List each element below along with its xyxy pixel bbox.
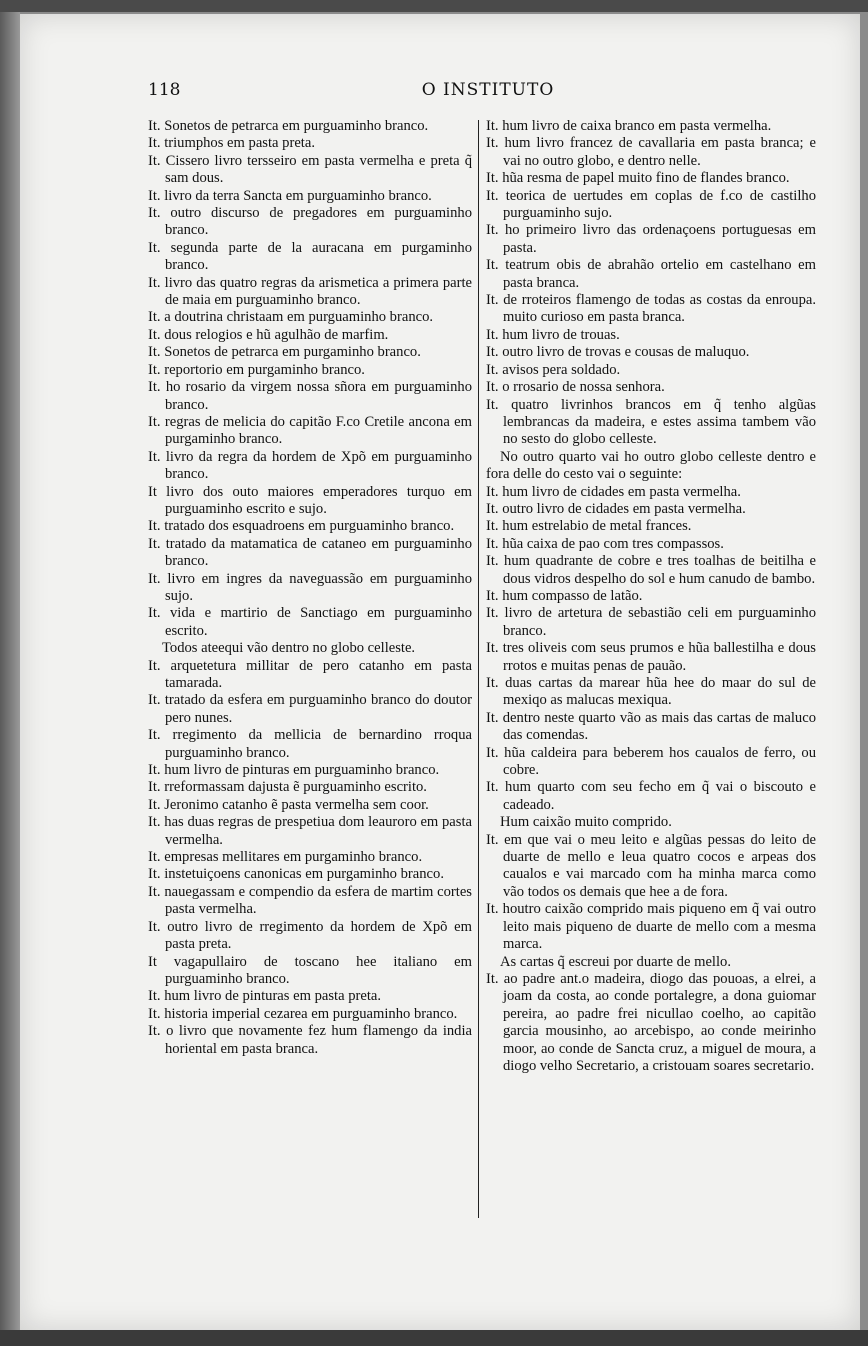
inventory-entry: It. dentro neste quarto vão as mais das cartas de maluco das comendas. — [486, 709, 816, 744]
inventory-entry: It. outro livro de rregimento da hordem de Xpõ em pasta preta. — [148, 918, 472, 953]
inventory-entry: It. ho rosario da virgem nossa sñora em purguaminho branco. — [148, 379, 472, 413]
inventory-entry: It. hum livro de pinturas em pasta preta. — [148, 988, 382, 1005]
inventory-entry: It. Sonetos de petrarca em purguaminho branco. — [148, 118, 429, 134]
inventory-entry: It. teatrum obis de abrahão ortelio em castelhano em pasta branca. — [486, 257, 816, 291]
inventory-entry: It. rregimento da mellicia de bernardino rroqua purguaminho branco. — [148, 727, 472, 761]
inventory-entry: It. regras de melicia do capitão F.co Cretile ancona em purgaminho branco. — [148, 413, 472, 448]
inventory-entry: It. hum quadrante de cobre e tres toalhas de beitilha e dous vidros despelho do sol e hum canudo de bambo. — [486, 553, 816, 587]
inventory-entry: As cartas q̃ escreui por duarte de mello. — [500, 953, 731, 970]
inventory-entry: It. hum livro de trouas. — [486, 326, 620, 343]
inventory-entry: It. hũa caldeira para beberem hos caualos de ferro, ou cobre. — [486, 744, 816, 779]
inventory-entry: It. de rroteiros flamengo de todas as costas da enroupa. muito curioso em pasta branca. — [486, 292, 816, 326]
page-header — [148, 80, 828, 104]
inventory-entry: It. o rrosario de nossa senhora. — [486, 379, 665, 396]
inventory-entry: It. hum livro francez de cavallaria em pasta branca; e vai no outro globo, e dentro nelle. — [486, 135, 816, 169]
inventory-entry: It. instetuiçoens canonicas em purgaminho branco. — [148, 866, 444, 883]
inventory-entry: It. Sonetos de petrarca em purgaminho branco. — [148, 344, 421, 361]
inventory-entry: It. tres oliveis com seus prumos e hũa ballestilha e dous rrotos e muitas penas de pauão. — [486, 640, 816, 674]
inventory-entry: It. ho primeiro livro das ordenaçoens portuguesas em pasta. — [486, 222, 816, 256]
inventory-entry: Hum caixão muito comprido. — [500, 814, 672, 831]
inventory-entry: It. nauegassam e compendio da esfera de martim cortes pasta vermelha. — [148, 883, 472, 918]
inventory-entry: It. triumphos em pasta preta. — [148, 135, 315, 152]
book-binding — [0, 0, 20, 1346]
right-column — [486, 118, 816, 1075]
inventory-entry: It. hum livro de pinturas em purguaminho branco. — [148, 762, 440, 779]
inventory-entry: It livro dos outo maiores emperadores turquo em purguaminho escrito e sujo. — [148, 483, 472, 517]
inventory-entry: It. livro da regra da hordem de Xpõ em purguaminho branco. — [148, 448, 472, 483]
inventory-entry: It. arquetetura millitar de pero catanho em pasta tamarada. — [148, 657, 472, 691]
column-divider — [478, 120, 479, 1218]
running-title: O INSTITUTO — [421, 80, 555, 100]
inventory-entry: It. avisos pera soldado. — [486, 361, 621, 378]
inventory-entry: It. hũa caixa de pao com tres compassos. — [486, 535, 724, 552]
inventory-entry: It. a doutrina christaam em purguaminho branco. — [148, 309, 434, 326]
inventory-entry: It. hum quarto com seu fecho em q̃ vai o biscouto e cadeado. — [486, 779, 816, 813]
inventory-entry: It. hum livro de cidades em pasta vermelha. — [486, 483, 741, 500]
inventory-entry: It. reportorio em purgaminho branco. — [148, 361, 365, 378]
scan-bottom-edge — [0, 1330, 868, 1346]
inventory-entry: It. em que vai o meu leito e algũas pessas do leito de duarte de mello e leua quatro cocos e arpeas dos caualos e vai marcado com ha minha marca como vão todos os demais que hee a de fora. — [486, 831, 816, 900]
inventory-entry: It. Cissero livro tersseiro em pasta vermelha e preta q̃ sam dous. — [148, 152, 472, 187]
inventory-entry: It. segunda parte de la auracana em purgaminho branco. — [148, 239, 472, 274]
inventory-entry: It. hũa resma de papel muito fino de flandes branco. — [486, 170, 790, 187]
inventory-entry: It. outro discurso de pregadores em purguaminho branco. — [148, 205, 472, 239]
left-column — [148, 118, 472, 1058]
inventory-entry: It. tratado dos esquadroens em purguaminho branco. — [148, 518, 455, 535]
inventory-entry: It. livro de artetura de sebastião celi em purguaminho branco. — [486, 605, 816, 639]
inventory-entry: No outro quarto vai ho outro globo celleste dentro e fora delle do cesto vai o seguinte: — [486, 448, 816, 483]
inventory-entry: It. hum estrelabio de metal frances. — [486, 518, 692, 535]
inventory-entry: It. outro livro de trovas e cousas de maluquo. — [486, 344, 750, 361]
inventory-entry: It. vida e martirio de Sanctiago em purguaminho escrito. — [148, 605, 472, 639]
inventory-entry: It. outro livro de cidades em pasta vermelha. — [486, 500, 746, 517]
inventory-entry: It. livro em ingres da naveguassão em purguaminho sujo. — [148, 570, 472, 604]
inventory-entry: It. o livro que novamente fez hum flamengo da india horiental em pasta branca. — [148, 1023, 472, 1057]
inventory-entry: It. empresas mellitares em purgaminho branco. — [148, 849, 423, 866]
inventory-entry: It. duas cartas da marear hũa hee do maar do sul de mexiqo as malucas mexiqua. — [486, 675, 816, 709]
inventory-entry: It. historia imperial cezarea em purguaminho branco. — [148, 1005, 458, 1022]
inventory-entry: It. dous relogios e hũ agulhão de marfim. — [148, 326, 389, 343]
inventory-entry: It. houtro caixão comprido mais piqueno em q̃ vai outro leito mais piqueno de duarte de mello com a mesma marca. — [486, 901, 816, 953]
page-number: 118 — [148, 80, 181, 100]
inventory-entry: It. quatro livrinhos brancos em q̃ tenho algũas lembrancas da madeira, e estes assima tambem vão no sesto do globo celleste. — [486, 396, 816, 448]
inventory-entry: Todos ateequi vão dentro no globo celleste. — [162, 640, 416, 657]
inventory-entry: It. tratado da matamatica de cataneo em purguaminho branco. — [148, 535, 472, 570]
inventory-entry: It. livro da terra Sancta em purguaminho branco. — [148, 187, 432, 204]
inventory-entry: It. tratado da esfera em purguaminho branco do doutor pero nunes. — [148, 692, 472, 726]
inventory-entry: It. hum compasso de latão. — [486, 587, 643, 604]
inventory-entry: It. teorica de uertudes em coplas de f.co de castilho purguaminho sujo. — [486, 187, 816, 222]
inventory-entry: It. Jeronimo catanho ẽ pasta vermelha sem coor. — [148, 796, 429, 813]
inventory-entry: It. rreformassam dajusta ẽ purguaminho escrito. — [148, 779, 427, 796]
inventory-entry: It vagapullairo de toscano hee italiano em purguaminho branco. — [148, 953, 472, 987]
inventory-entry: It. ao padre ant.o madeira, diogo das pouoas, a elrei, a joam da costa, ao conde portalegre, a dona guiomar pereira, ao padre frei nicullao coelho, ao capitão garcia mousinho, ao arcebispo, ao conde meirinho moor, ao conde de Sancta cruz, a miguel de moura, a diogo velho Secretario, a cristouam soares secretario. — [486, 970, 816, 1074]
inventory-entry: It. has duas regras de prespetiua dom leauroro em pasta vermelha. — [148, 814, 472, 848]
scan-top-edge — [0, 0, 868, 12]
inventory-entry: It. hum livro de caixa branco em pasta vermelha. — [486, 118, 772, 134]
inventory-entry: It. livro das quatro regras da arismetica a primera parte de maia em purguaminho branco. — [148, 274, 472, 309]
